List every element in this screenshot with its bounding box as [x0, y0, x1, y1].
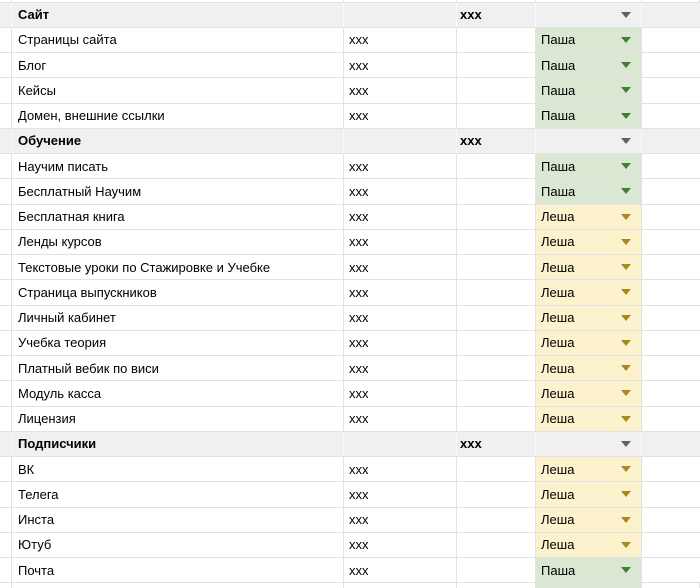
row-gutter	[0, 457, 12, 481]
bold-value-cell[interactable]	[457, 280, 536, 304]
task-name-cell[interactable]: Лицензия	[12, 407, 344, 431]
section-title-cell[interactable]: Обучение	[12, 129, 344, 153]
task-name-cell[interactable]: Страница выпускников	[12, 280, 344, 304]
value-cell[interactable]: ххх	[344, 179, 457, 203]
task-row	[0, 104, 700, 129]
end-cell[interactable]	[642, 280, 700, 304]
section-row	[0, 3, 700, 28]
task-row	[0, 356, 700, 381]
task-name-cell[interactable]: ВК	[12, 457, 344, 481]
row-gutter	[0, 28, 12, 52]
bold-value-cell[interactable]: ххх	[457, 432, 536, 456]
value-cell[interactable]: ххх	[344, 205, 457, 229]
assignee-cell[interactable]: Леша	[536, 331, 642, 355]
end-cell[interactable]	[642, 255, 700, 279]
row-gutter	[0, 104, 12, 128]
task-row	[0, 407, 700, 432]
value-cell[interactable]: ххх	[344, 255, 457, 279]
dropdown-arrow-icon[interactable]	[621, 37, 631, 43]
task-name-cell[interactable]: Учебка теория	[12, 331, 344, 355]
assignee-cell[interactable]: Паша	[536, 104, 642, 128]
dropdown-arrow-icon[interactable]	[621, 517, 631, 523]
bold-value-cell[interactable]	[457, 331, 536, 355]
value-cell[interactable]: ххх	[344, 53, 457, 77]
dropdown-arrow-icon[interactable]	[621, 466, 631, 472]
value-cell[interactable]: ххх	[344, 154, 457, 178]
row-gutter	[0, 179, 12, 203]
assignee-cell[interactable]: Леша	[536, 356, 642, 380]
end-cell[interactable]	[642, 583, 700, 588]
end-cell[interactable]	[642, 432, 700, 456]
row-gutter	[0, 3, 12, 27]
dropdown-arrow-icon[interactable]	[621, 239, 631, 245]
row-gutter	[0, 432, 12, 456]
end-cell[interactable]	[642, 129, 700, 153]
dropdown-arrow-icon[interactable]	[621, 491, 631, 497]
partial-row-bottom	[0, 583, 700, 588]
value-cell[interactable]: ххх	[344, 104, 457, 128]
bold-value-cell[interactable]	[457, 28, 536, 52]
value-cell[interactable]	[344, 432, 457, 456]
row-gutter	[0, 508, 12, 532]
bold-value-cell[interactable]	[457, 154, 536, 178]
task-name-cell[interactable]: Бесплатная книга	[12, 205, 344, 229]
bold-value-cell[interactable]	[457, 104, 536, 128]
assignee-cell[interactable]: Леша	[536, 482, 642, 506]
assignee-cell[interactable]: Леша	[536, 533, 642, 557]
task-row	[0, 154, 700, 179]
dropdown-arrow-icon[interactable]	[621, 264, 631, 270]
assignee-cell[interactable]: Паша	[536, 558, 642, 582]
end-cell[interactable]	[642, 457, 700, 481]
value-cell[interactable]: ххх	[344, 230, 457, 254]
bold-value-cell[interactable]	[457, 356, 536, 380]
section-title-cell[interactable]: Сайт	[12, 3, 344, 27]
value-cell[interactable]: ххх	[344, 381, 457, 405]
end-cell[interactable]	[642, 558, 700, 582]
dropdown-arrow-icon[interactable]	[621, 315, 631, 321]
row-gutter	[0, 129, 12, 153]
dropdown-arrow-icon[interactable]	[621, 188, 631, 194]
row-gutter	[0, 230, 12, 254]
dropdown-arrow-icon[interactable]	[621, 567, 631, 573]
task-row	[0, 230, 700, 255]
task-row	[0, 78, 700, 103]
task-row	[0, 508, 700, 533]
assignee-cell[interactable]: Паша	[536, 78, 642, 102]
assignee-cell[interactable]: Леша	[536, 230, 642, 254]
dropdown-arrow-icon[interactable]	[621, 62, 631, 68]
task-name-cell[interactable]	[12, 583, 344, 588]
dropdown-arrow-icon[interactable]	[621, 416, 631, 422]
end-cell[interactable]	[642, 0, 700, 2]
dropdown-arrow-icon[interactable]	[621, 441, 631, 447]
end-cell[interactable]	[642, 53, 700, 77]
assignee-cell[interactable]: Паша	[536, 53, 642, 77]
row-gutter	[0, 255, 12, 279]
bold-value-cell[interactable]	[457, 482, 536, 506]
end-cell[interactable]	[642, 381, 700, 405]
row-gutter	[0, 407, 12, 431]
assignee-cell[interactable]: Леша	[536, 381, 642, 405]
dropdown-arrow-icon[interactable]	[621, 163, 631, 169]
assignee-cell[interactable]	[536, 0, 642, 2]
value-cell[interactable]: ххх	[344, 356, 457, 380]
dropdown-arrow-icon[interactable]	[621, 12, 631, 18]
row-gutter	[0, 306, 12, 330]
task-row	[0, 179, 700, 204]
assignee-cell[interactable]	[536, 129, 642, 153]
task-name-cell[interactable]: Инста	[12, 508, 344, 532]
task-name-cell[interactable]	[12, 0, 344, 2]
task-row	[0, 457, 700, 482]
task-name-cell[interactable]: Личный кабинет	[12, 306, 344, 330]
task-row	[0, 558, 700, 583]
bold-value-cell[interactable]	[457, 230, 536, 254]
value-cell[interactable]: ххх	[344, 306, 457, 330]
end-cell[interactable]	[642, 331, 700, 355]
assignee-cell[interactable]: Леша	[536, 457, 642, 481]
end-cell[interactable]	[642, 179, 700, 203]
task-name-cell[interactable]: Блог	[12, 53, 344, 77]
dropdown-arrow-icon[interactable]	[621, 542, 631, 548]
assignee-cell[interactable]: Паша	[536, 154, 642, 178]
bold-value-cell[interactable]	[457, 583, 536, 588]
end-cell[interactable]	[642, 28, 700, 52]
assignee-cell[interactable]: Леша	[536, 508, 642, 532]
task-row	[0, 533, 700, 558]
row-gutter	[0, 533, 12, 557]
dropdown-arrow-icon[interactable]	[621, 138, 631, 144]
assignee-cell[interactable]: Леша	[536, 306, 642, 330]
task-name-cell[interactable]: Домен, внешние ссылки	[12, 104, 344, 128]
row-gutter	[0, 205, 12, 229]
bold-value-cell[interactable]	[457, 508, 536, 532]
assignee-cell[interactable]: Паша	[536, 179, 642, 203]
bold-value-cell[interactable]	[457, 558, 536, 582]
value-cell[interactable]: ххх	[344, 482, 457, 506]
bold-value-cell[interactable]	[457, 53, 536, 77]
task-row	[0, 205, 700, 230]
bold-value-cell[interactable]: ххх	[457, 3, 536, 27]
bold-value-cell[interactable]	[457, 0, 536, 2]
value-cell[interactable]: ххх	[344, 508, 457, 532]
task-row	[0, 331, 700, 356]
end-cell[interactable]	[642, 78, 700, 102]
task-name-cell[interactable]: Бесплатный Научим	[12, 179, 344, 203]
task-name-cell[interactable]: Ютуб	[12, 533, 344, 557]
row-gutter	[0, 53, 12, 77]
value-cell[interactable]: ххх	[344, 457, 457, 481]
task-row	[0, 28, 700, 53]
end-cell[interactable]	[642, 533, 700, 557]
row-gutter	[0, 558, 12, 582]
end-cell[interactable]	[642, 3, 700, 27]
task-name-cell[interactable]: Почта	[12, 558, 344, 582]
end-cell[interactable]	[642, 356, 700, 380]
dropdown-arrow-icon[interactable]	[621, 214, 631, 220]
bold-value-cell[interactable]	[457, 457, 536, 481]
bold-value-cell[interactable]	[457, 205, 536, 229]
end-cell[interactable]	[642, 482, 700, 506]
row-gutter	[0, 331, 12, 355]
dropdown-arrow-icon[interactable]	[621, 289, 631, 295]
end-cell[interactable]	[642, 154, 700, 178]
value-cell[interactable]	[344, 129, 457, 153]
task-name-cell[interactable]: Модуль касса	[12, 381, 344, 405]
row-gutter	[0, 356, 12, 380]
dropdown-arrow-icon[interactable]	[621, 390, 631, 396]
row-gutter	[0, 154, 12, 178]
task-name-cell[interactable]: Ленды курсов	[12, 230, 344, 254]
end-cell[interactable]	[642, 407, 700, 431]
task-row	[0, 280, 700, 305]
assignee-cell[interactable]	[536, 3, 642, 27]
task-name-cell[interactable]: Телега	[12, 482, 344, 506]
bold-value-cell[interactable]	[457, 381, 536, 405]
dropdown-arrow-icon[interactable]	[621, 365, 631, 371]
end-cell[interactable]	[642, 306, 700, 330]
section-row	[0, 432, 700, 457]
section-title-cell[interactable]: Подписчики	[12, 432, 344, 456]
assignee-cell[interactable]: Леша	[536, 205, 642, 229]
row-gutter	[0, 78, 12, 102]
end-cell[interactable]	[642, 508, 700, 532]
bold-value-cell[interactable]	[457, 407, 536, 431]
value-cell[interactable]: ххх	[344, 280, 457, 304]
sheet-rows	[0, 3, 700, 584]
bold-value-cell[interactable]	[457, 78, 536, 102]
value-cell[interactable]: ххх	[344, 331, 457, 355]
value-cell[interactable]: ххх	[344, 78, 457, 102]
partial-bottom-assignee-cell[interactable]	[536, 583, 642, 588]
row-gutter	[0, 482, 12, 506]
value-cell[interactable]: ххх	[344, 533, 457, 557]
end-cell[interactable]	[642, 104, 700, 128]
task-name-cell[interactable]: Платный вебик по виси	[12, 356, 344, 380]
value-cell[interactable]	[344, 3, 457, 27]
dropdown-arrow-icon[interactable]	[621, 87, 631, 93]
bold-value-cell[interactable]	[457, 179, 536, 203]
task-name-cell[interactable]: Страницы сайта	[12, 28, 344, 52]
dropdown-arrow-icon[interactable]	[621, 340, 631, 346]
task-name-cell[interactable]: Кейсы	[12, 78, 344, 102]
row-gutter	[0, 0, 12, 2]
task-row	[0, 255, 700, 280]
task-name-cell[interactable]: Текстовые уроки по Стажировке и Учебке	[12, 255, 344, 279]
end-cell[interactable]	[642, 205, 700, 229]
bold-value-cell[interactable]: ххх	[457, 129, 536, 153]
task-row	[0, 306, 700, 331]
value-cell[interactable]: ххх	[344, 28, 457, 52]
bold-value-cell[interactable]	[457, 255, 536, 279]
dropdown-arrow-icon[interactable]	[621, 113, 631, 119]
bold-value-cell[interactable]	[457, 306, 536, 330]
value-cell[interactable]	[344, 583, 457, 588]
task-row	[0, 482, 700, 507]
task-name-cell[interactable]: Научим писать	[12, 154, 344, 178]
end-cell[interactable]	[642, 230, 700, 254]
section-row	[0, 129, 700, 154]
task-row	[0, 53, 700, 78]
bold-value-cell[interactable]	[457, 533, 536, 557]
value-cell[interactable]	[344, 0, 457, 2]
row-gutter	[0, 583, 12, 588]
assignee-cell[interactable]	[536, 432, 642, 456]
assignee-cell[interactable]: Леша	[536, 255, 642, 279]
value-cell[interactable]: ххх	[344, 407, 457, 431]
task-row	[0, 381, 700, 406]
row-gutter	[0, 381, 12, 405]
assignee-cell[interactable]: Паша	[536, 28, 642, 52]
assignee-cell[interactable]: Леша	[536, 407, 642, 431]
row-gutter	[0, 280, 12, 304]
value-cell[interactable]: ххх	[344, 558, 457, 582]
assignee-cell[interactable]: Леша	[536, 280, 642, 304]
